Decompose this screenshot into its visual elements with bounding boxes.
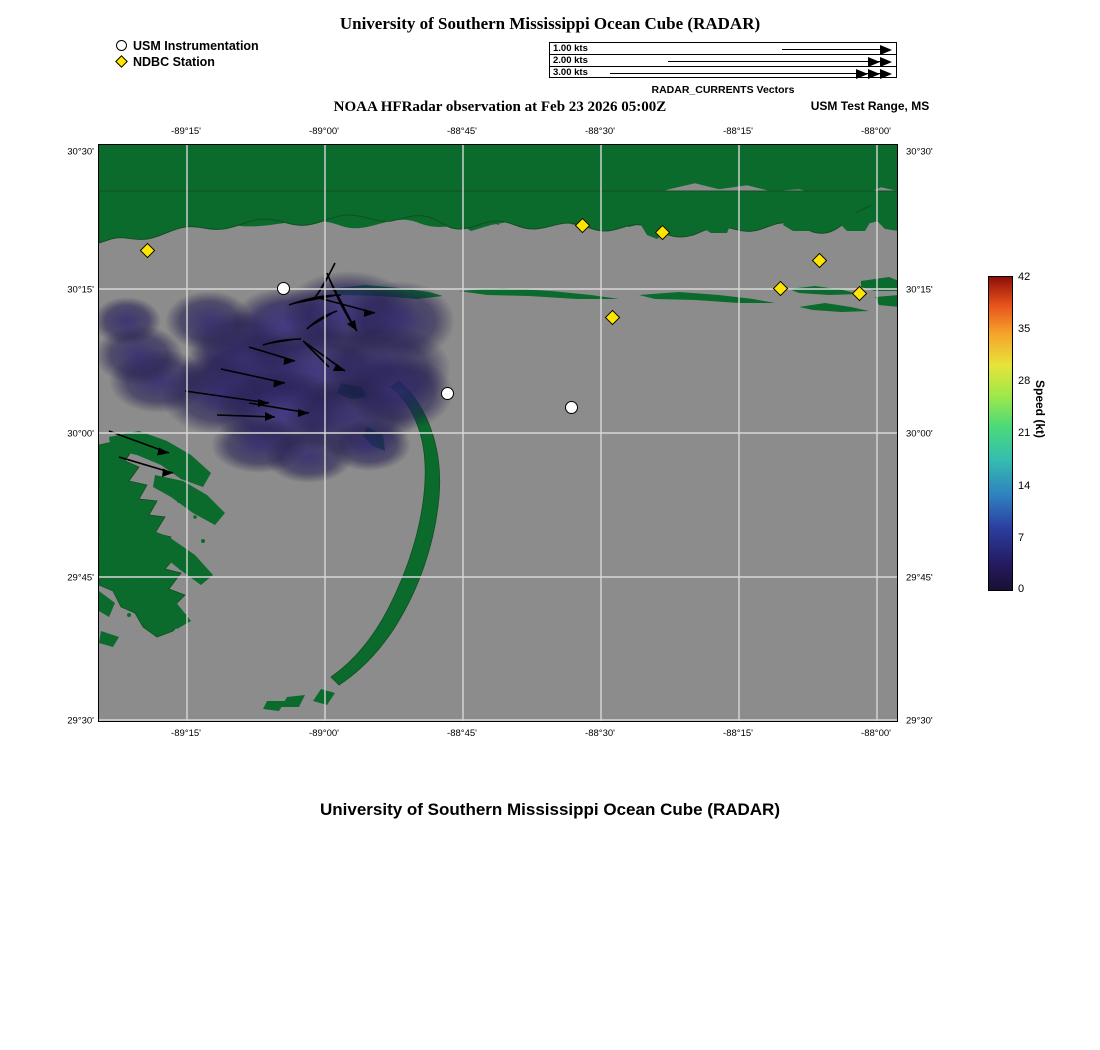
graticule: [99, 145, 898, 722]
x-tick-bottom-5: -88°00': [861, 728, 891, 739]
ndbc-station-marker[interactable]: [606, 311, 619, 324]
ndbc-station-marker[interactable]: [774, 282, 787, 295]
vector-scale-row-2: [550, 55, 896, 67]
y-tick-right-2: 30°00': [906, 428, 933, 440]
colorbar-tick-7: 7: [1018, 532, 1025, 544]
y-tick-right-1: 30°15': [906, 284, 933, 296]
map-geometry: [99, 145, 898, 722]
x-tick-top-1: -89°00': [309, 126, 339, 137]
colorbar-tick-14: 14: [1018, 480, 1031, 492]
vector-scale-label-2: 2.00 kts: [553, 55, 588, 66]
legend-item-ndbc: [112, 54, 259, 69]
ndbc-station-marker[interactable]: [853, 287, 866, 300]
x-tick-top-3: -88°30': [585, 126, 615, 137]
ndbc-station-marker[interactable]: [656, 226, 669, 239]
colorbar-tick-21: 21: [1018, 427, 1031, 439]
y-tick-right-0: 30°30': [906, 146, 933, 158]
ndbc-station-marker[interactable]: [141, 244, 154, 257]
usm-instrumentation-marker[interactable]: [565, 401, 578, 414]
circle-marker-icon: [112, 40, 130, 51]
x-tick-top-0: -89°15': [171, 126, 201, 137]
legend-item-usm: [112, 38, 259, 53]
range-label: USM Test Range, MS: [810, 99, 930, 113]
x-tick-top-4: -88°15': [723, 126, 753, 137]
vector-scale-label-1: 1.00 kts: [553, 43, 588, 54]
page-title: University of Southern Mississippi Ocean Cube (RADAR): [339, 14, 761, 33]
y-tick-right-4: 29°30': [906, 715, 933, 727]
speed-colorbar: [988, 276, 1013, 591]
colorbar-tick-42: 42: [1018, 271, 1031, 283]
legend-label-usm: USM Instrumentation: [133, 38, 259, 53]
y-tick-left-0: 30°30': [67, 146, 94, 158]
colorbar-tick-35: 35: [1018, 323, 1031, 335]
y-tick-left-4: 29°30': [67, 715, 94, 727]
y-tick-right-3: 29°45': [906, 572, 933, 584]
usm-instrumentation-marker[interactable]: [277, 282, 290, 295]
x-tick-top-2: -88°45': [447, 126, 477, 137]
marker-legend: [112, 38, 259, 70]
x-tick-bottom-3: -88°30': [585, 728, 615, 739]
diamond-marker-icon: [112, 57, 130, 66]
y-tick-left-3: 29°45': [67, 572, 94, 584]
x-tick-bottom-1: -89°00': [309, 728, 339, 739]
legend-label-ndbc: NDBC Station: [133, 54, 215, 69]
vector-scale-box: [549, 42, 897, 78]
x-tick-bottom-0: -89°15': [171, 728, 201, 739]
x-tick-bottom-4: -88°15': [723, 728, 753, 739]
vector-scale-label-3: 3.00 kts: [553, 67, 588, 78]
observation-subtitle: NOAA HFRadar observation at Feb 23 2026 05:00Z: [333, 99, 667, 115]
colorbar-tick-0: 0: [1018, 583, 1025, 595]
colorbar-tick-28: 28: [1018, 375, 1031, 387]
vector-scale-row-3: [550, 67, 896, 79]
footer-title: University of Southern Mississippi Ocean Cube (RADAR): [319, 800, 780, 819]
map-canvas[interactable]: [98, 144, 898, 722]
x-tick-top-5: -88°00': [861, 126, 891, 137]
x-tick-bottom-2: -88°45': [447, 728, 477, 739]
vector-scale-row-1: [550, 43, 896, 55]
vector-scale-caption: RADAR_CURRENTS Vectors: [651, 84, 795, 96]
usm-instrumentation-marker[interactable]: [441, 387, 454, 400]
y-tick-left-1: 30°15': [67, 284, 94, 296]
ndbc-station-marker[interactable]: [576, 219, 589, 232]
y-tick-left-2: 30°00': [67, 428, 94, 440]
colorbar-title: Speed (kt): [1033, 380, 1047, 439]
ndbc-station-marker[interactable]: [813, 254, 826, 267]
